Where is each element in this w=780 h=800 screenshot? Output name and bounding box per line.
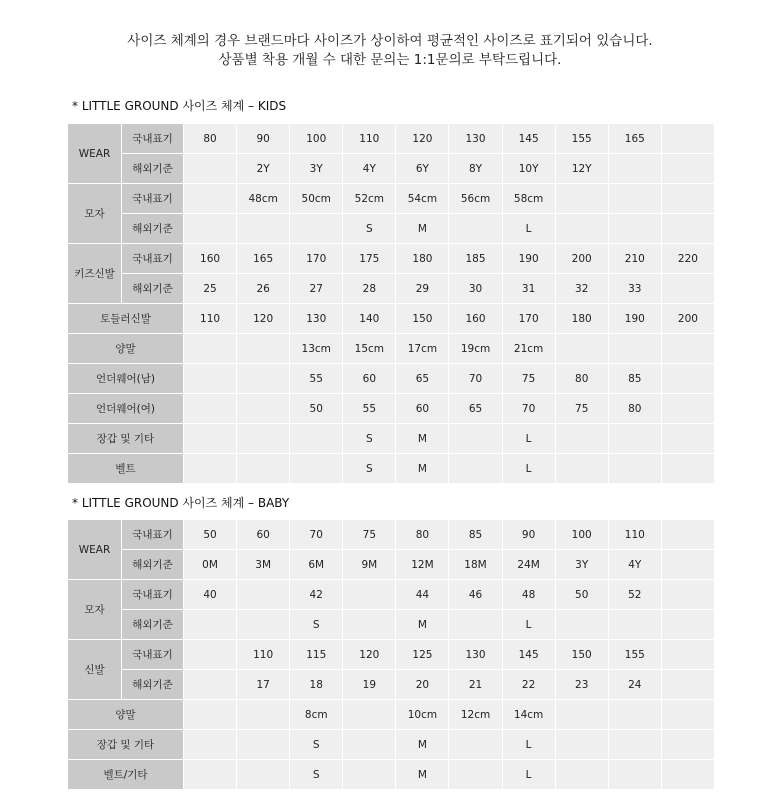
size-cell (184, 610, 237, 640)
sub-label: 국내표기 (122, 244, 184, 274)
size-cell (608, 760, 661, 790)
size-cell (661, 274, 714, 304)
size-cell (449, 760, 502, 790)
size-cell: L (502, 424, 555, 454)
size-cell (237, 580, 290, 610)
size-cell: 52 (608, 580, 661, 610)
size-cell (661, 424, 714, 454)
size-cell: 160 (184, 244, 237, 274)
size-cell: 80 (184, 124, 237, 154)
size-cell: 27 (290, 274, 343, 304)
size-cell (184, 184, 237, 214)
row-label: 양말 (68, 700, 184, 730)
table-row (68, 274, 715, 304)
size-cell: 3Y (555, 550, 608, 580)
size-cell: L (502, 760, 555, 790)
sub-label: 해외기준 (122, 214, 184, 244)
size-cell (449, 454, 502, 484)
size-cell (343, 730, 396, 760)
size-cell (661, 670, 714, 700)
size-cell: M (396, 760, 449, 790)
table-row (68, 520, 715, 550)
size-cell (290, 214, 343, 244)
category-label: 신발 (68, 640, 122, 700)
size-cell: 65 (396, 364, 449, 394)
size-cell: 60 (237, 520, 290, 550)
size-cell (555, 454, 608, 484)
table-row (68, 550, 715, 580)
size-cell: 170 (290, 244, 343, 274)
size-cell: 220 (661, 244, 714, 274)
size-cell: 75 (555, 394, 608, 424)
size-cell: 12Y (555, 154, 608, 184)
size-cell (237, 364, 290, 394)
size-cell: S (343, 214, 396, 244)
size-cell (661, 640, 714, 670)
sub-label: 해외기준 (122, 610, 184, 640)
category-label: 키즈신발 (68, 244, 122, 304)
size-cell: S (290, 610, 343, 640)
size-cell: 200 (661, 304, 714, 334)
size-cell: S (343, 424, 396, 454)
size-cell: 110 (237, 640, 290, 670)
size-cell: 90 (237, 124, 290, 154)
size-cell: 210 (608, 244, 661, 274)
table-row (68, 124, 715, 154)
size-cell: 50 (290, 394, 343, 424)
sub-label: 국내표기 (122, 520, 184, 550)
sub-label: 해외기준 (122, 274, 184, 304)
size-cell (661, 214, 714, 244)
size-cell: 48cm (237, 184, 290, 214)
table-row (68, 394, 715, 424)
size-cell (608, 424, 661, 454)
size-cell: 75 (502, 364, 555, 394)
size-cell (608, 610, 661, 640)
size-cell (343, 610, 396, 640)
row-label: 양말 (68, 334, 184, 364)
size-cell: 60 (343, 364, 396, 394)
size-cell (608, 214, 661, 244)
size-cell (661, 610, 714, 640)
size-cell: S (290, 760, 343, 790)
size-cell: 20 (396, 670, 449, 700)
size-cell: S (290, 730, 343, 760)
table-row (68, 424, 715, 454)
size-cell: 12M (396, 550, 449, 580)
size-cell (237, 394, 290, 424)
size-cell: 31 (502, 274, 555, 304)
sub-label: 국내표기 (122, 184, 184, 214)
size-cell (555, 760, 608, 790)
size-cell: L (502, 730, 555, 760)
size-cell: 145 (502, 124, 555, 154)
size-cell (608, 700, 661, 730)
size-cell: 6M (290, 550, 343, 580)
size-cell: 125 (396, 640, 449, 670)
size-cell: 19cm (449, 334, 502, 364)
size-cell: 130 (449, 124, 502, 154)
size-cell: 100 (555, 520, 608, 550)
sub-label: 국내표기 (122, 640, 184, 670)
size-cell: 4Y (608, 550, 661, 580)
size-cell: 180 (396, 244, 449, 274)
size-cell: 120 (396, 124, 449, 154)
size-cell (608, 334, 661, 364)
table-row (68, 700, 715, 730)
size-cell: 40 (184, 580, 237, 610)
size-cell: 85 (608, 364, 661, 394)
size-cell: 24M (502, 550, 555, 580)
size-cell: 8cm (290, 700, 343, 730)
size-cell: 13cm (290, 334, 343, 364)
size-cell: 185 (449, 244, 502, 274)
sub-label: 해외기준 (122, 154, 184, 184)
size-cell: 2Y (237, 154, 290, 184)
size-cell: 10Y (502, 154, 555, 184)
size-cell (343, 760, 396, 790)
size-cell (555, 610, 608, 640)
size-cell: M (396, 730, 449, 760)
size-cell (661, 550, 714, 580)
size-cell: 3M (237, 550, 290, 580)
size-cell: 44 (396, 580, 449, 610)
size-cell: 58cm (502, 184, 555, 214)
size-cell: L (502, 454, 555, 484)
size-cell: 140 (343, 304, 396, 334)
size-cell: L (502, 610, 555, 640)
row-label: 장갑 및 기타 (68, 424, 184, 454)
size-cell: 4Y (343, 154, 396, 184)
size-cell (661, 730, 714, 760)
sub-label: 해외기준 (122, 670, 184, 700)
size-cell (237, 700, 290, 730)
size-cell: 24 (608, 670, 661, 700)
size-cell (555, 214, 608, 244)
size-cell: 25 (184, 274, 237, 304)
row-label: 토들러신발 (68, 304, 184, 334)
size-cell: 42 (290, 580, 343, 610)
sub-label: 국내표기 (122, 124, 184, 154)
size-cell: 21cm (502, 334, 555, 364)
category-label: 모자 (68, 184, 122, 244)
size-cell: 23 (555, 670, 608, 700)
size-cell: 60 (396, 394, 449, 424)
size-cell: 3Y (290, 154, 343, 184)
size-cell (184, 454, 237, 484)
table-row (68, 184, 715, 214)
size-cell: 55 (343, 394, 396, 424)
size-cell: 48 (502, 580, 555, 610)
kids-section-title: * LITTLE GROUND 사이즈 체계 – KIDS (72, 99, 287, 113)
size-cell (184, 424, 237, 454)
size-cell: 50 (184, 520, 237, 550)
size-cell (237, 454, 290, 484)
size-cell (237, 610, 290, 640)
size-cell: 33 (608, 274, 661, 304)
sub-label: 국내표기 (122, 580, 184, 610)
size-cell: 145 (502, 640, 555, 670)
size-cell: 80 (555, 364, 608, 394)
size-cell: 75 (343, 520, 396, 550)
size-cell: 85 (449, 520, 502, 550)
table-row (68, 580, 715, 610)
size-cell: 120 (237, 304, 290, 334)
size-cell: 90 (502, 520, 555, 550)
size-cell: 65 (449, 394, 502, 424)
size-cell (661, 334, 714, 364)
size-cell: 110 (343, 124, 396, 154)
size-cell (555, 700, 608, 730)
size-cell: 32 (555, 274, 608, 304)
size-cell: 190 (502, 244, 555, 274)
table-row (68, 364, 715, 394)
size-cell: 70 (449, 364, 502, 394)
size-cell (555, 730, 608, 760)
size-cell (555, 184, 608, 214)
size-cell (237, 760, 290, 790)
category-label: 모자 (68, 580, 122, 640)
size-cell: 110 (608, 520, 661, 550)
size-cell (608, 184, 661, 214)
size-cell: 8Y (449, 154, 502, 184)
size-cell: M (396, 610, 449, 640)
size-cell: 175 (343, 244, 396, 274)
size-cell: M (396, 214, 449, 244)
size-cell (184, 334, 237, 364)
size-cell: 130 (449, 640, 502, 670)
table-row (68, 154, 715, 184)
category-label: WEAR (68, 520, 122, 580)
size-cell (449, 610, 502, 640)
size-cell: 115 (290, 640, 343, 670)
size-cell: 160 (449, 304, 502, 334)
table-row (68, 304, 715, 334)
category-label: WEAR (68, 124, 122, 184)
size-cell (184, 640, 237, 670)
size-cell (237, 334, 290, 364)
size-cell (661, 364, 714, 394)
size-cell (184, 214, 237, 244)
size-cell: 52cm (343, 184, 396, 214)
size-cell (449, 424, 502, 454)
size-cell: L (502, 214, 555, 244)
kids-size-table (67, 123, 715, 484)
size-cell: 17cm (396, 334, 449, 364)
table-row (68, 760, 715, 790)
size-cell: 26 (237, 274, 290, 304)
size-cell: 50cm (290, 184, 343, 214)
size-cell: 0M (184, 550, 237, 580)
size-cell (449, 214, 502, 244)
size-cell: 80 (396, 520, 449, 550)
size-cell (661, 394, 714, 424)
size-cell (555, 334, 608, 364)
size-cell: 150 (555, 640, 608, 670)
size-cell (237, 730, 290, 760)
table-row (68, 730, 715, 760)
size-cell: 165 (237, 244, 290, 274)
size-cell (661, 760, 714, 790)
size-cell (661, 184, 714, 214)
size-cell: 130 (290, 304, 343, 334)
size-cell (237, 424, 290, 454)
size-cell (343, 700, 396, 730)
table-row (68, 244, 715, 274)
size-cell: 10cm (396, 700, 449, 730)
size-cell: 9M (343, 550, 396, 580)
size-cell (608, 154, 661, 184)
size-cell: 46 (449, 580, 502, 610)
size-cell: 14cm (502, 700, 555, 730)
size-cell (661, 124, 714, 154)
table-row (68, 610, 715, 640)
size-cell: 50 (555, 580, 608, 610)
size-cell: 22 (502, 670, 555, 700)
size-cell (661, 520, 714, 550)
size-cell (184, 700, 237, 730)
size-cell (555, 424, 608, 454)
notice-line-2: 상품별 착용 개월 수 대한 문의는 1:1문의로 부탁드립니다. (218, 52, 562, 68)
size-cell (290, 424, 343, 454)
size-cell: 29 (396, 274, 449, 304)
size-cell (661, 454, 714, 484)
row-label: 언더웨어(여) (68, 394, 184, 424)
size-cell: 28 (343, 274, 396, 304)
size-cell: 17 (237, 670, 290, 700)
size-cell: 155 (608, 640, 661, 670)
row-label: 장갑 및 기타 (68, 730, 184, 760)
size-cell (343, 580, 396, 610)
baby-size-table (67, 519, 715, 790)
size-cell: 100 (290, 124, 343, 154)
size-cell (184, 364, 237, 394)
size-cell: 180 (555, 304, 608, 334)
size-cell: M (396, 454, 449, 484)
table-row (68, 454, 715, 484)
size-cell: 56cm (449, 184, 502, 214)
size-cell: 55 (290, 364, 343, 394)
size-cell: S (343, 454, 396, 484)
size-cell: 6Y (396, 154, 449, 184)
size-cell: 165 (608, 124, 661, 154)
size-cell (237, 214, 290, 244)
size-cell (661, 580, 714, 610)
size-cell: 18 (290, 670, 343, 700)
size-cell (184, 394, 237, 424)
size-cell: 21 (449, 670, 502, 700)
size-cell (184, 670, 237, 700)
size-cell: 70 (502, 394, 555, 424)
size-cell: M (396, 424, 449, 454)
size-cell (184, 760, 237, 790)
size-cell (184, 730, 237, 760)
size-cell: 80 (608, 394, 661, 424)
size-cell: 155 (555, 124, 608, 154)
baby-section-title: * LITTLE GROUND 사이즈 체계 – BABY (72, 496, 290, 510)
size-cell (290, 454, 343, 484)
size-cell: 70 (290, 520, 343, 550)
size-cell: 150 (396, 304, 449, 334)
size-cell: 200 (555, 244, 608, 274)
size-cell: 170 (502, 304, 555, 334)
size-cell: 120 (343, 640, 396, 670)
size-cell: 19 (343, 670, 396, 700)
size-cell (184, 154, 237, 184)
size-notice (0, 32, 780, 70)
size-cell: 30 (449, 274, 502, 304)
size-cell (608, 454, 661, 484)
table-row (68, 214, 715, 244)
size-cell: 12cm (449, 700, 502, 730)
size-cell (449, 730, 502, 760)
size-cell: 15cm (343, 334, 396, 364)
size-cell (608, 730, 661, 760)
size-cell: 54cm (396, 184, 449, 214)
table-row (68, 670, 715, 700)
table-row (68, 640, 715, 670)
size-cell (661, 154, 714, 184)
size-cell: 18M (449, 550, 502, 580)
size-cell: 110 (184, 304, 237, 334)
row-label: 벨트/기타 (68, 760, 184, 790)
row-label: 언더웨어(남) (68, 364, 184, 394)
sub-label: 해외기준 (122, 550, 184, 580)
size-cell (661, 700, 714, 730)
size-cell: 190 (608, 304, 661, 334)
notice-line-1: 사이즈 체계의 경우 브랜드마다 사이즈가 상이하여 평균적인 사이즈로 표기되어 있습니다. (127, 33, 653, 49)
row-label: 벨트 (68, 454, 184, 484)
table-row (68, 334, 715, 364)
